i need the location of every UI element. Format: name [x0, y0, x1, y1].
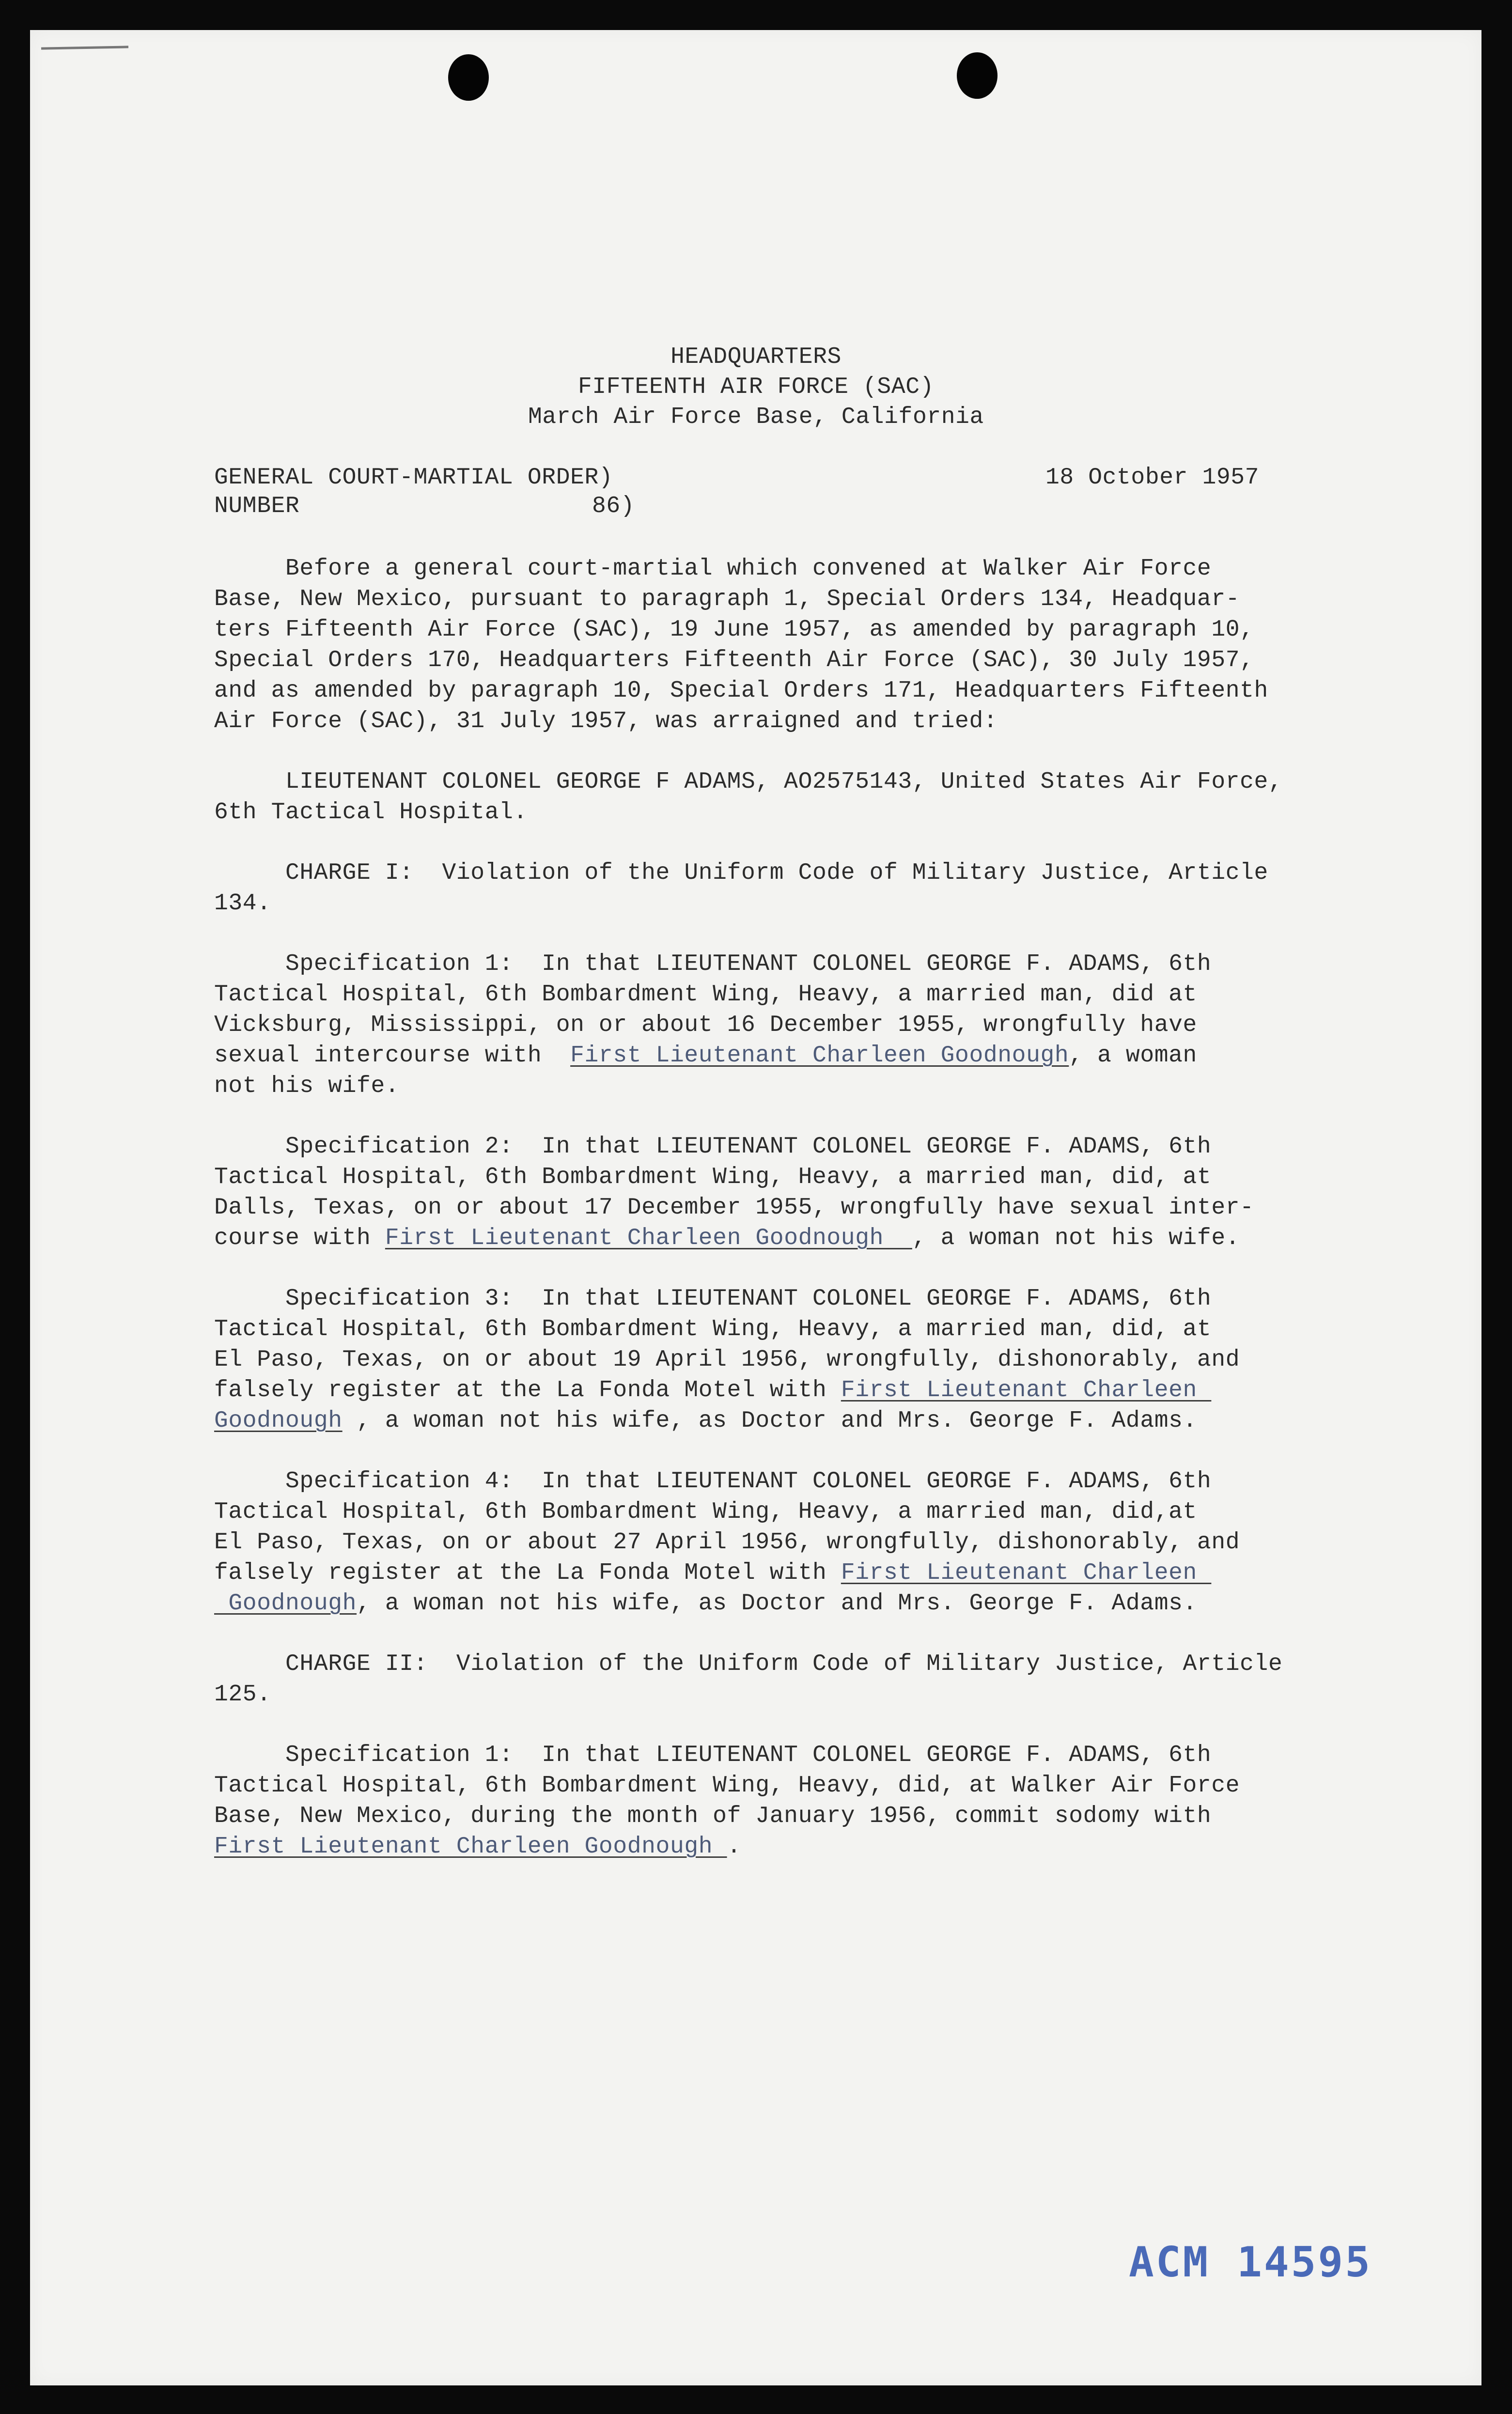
filled-name: First Lieutenant Charleen	[841, 1377, 1212, 1403]
filled-name: First Lieutenant Charleen	[841, 1560, 1212, 1586]
filled-name: First Lieutenant Charleen Goodnough	[214, 1834, 727, 1860]
spec-3-line-4-pre: falsely register at the La Fonda Motel with	[214, 1377, 841, 1403]
case-number-stamp: ACM 14595	[1129, 2238, 1372, 2287]
spec-5-line-3: Base, New Mexico, during the month of January 1956, commit sodomy with	[214, 1803, 1212, 1829]
spec-1-line-4-pre: sexual intercourse with	[214, 1043, 571, 1069]
header-line-1: HEADQUARTERS	[670, 344, 842, 370]
spec-2-line-3: Dalls, Texas, on or about 17 December 1955, wrongfully have sexual inter-	[214, 1195, 1254, 1221]
spec-2-line-4	[214, 1223, 1240, 1254]
filled-name: First Lieutenant Charleen Goodnough	[570, 1043, 1069, 1069]
order-number: 86)	[592, 493, 635, 519]
spec-3-line-2: Tactical Hospital, 6th Bombardment Wing, Heavy, a married man, did, at	[214, 1316, 1212, 1342]
spec-5-line-2: Tactical Hospital, 6th Bombardment Wing, Heavy, did, at Walker Air Force	[214, 1773, 1240, 1799]
spec-5-line-4-post: .	[727, 1834, 741, 1860]
spec-2-line-2: Tactical Hospital, 6th Bombardment Wing, Heavy, a married man, did, at	[214, 1164, 1212, 1190]
spec-2-line-1: Specification 2: In that LIEUTENANT COLONEL GEORGE F. ADAMS, 6th	[214, 1134, 1212, 1160]
spec-2-line-4-pre: course with	[214, 1225, 385, 1251]
spec-4-line-5-post: , a woman not his wife, as Doctor and Mrs. George F. Adams.	[357, 1590, 1197, 1617]
charge-2-line-2: 125.	[214, 1682, 271, 1708]
spec-3-line-3: El Paso, Texas, on or about 19 April 1956, wrongfully, dishonorably, and	[214, 1347, 1240, 1373]
spec-1-line-4	[214, 1041, 1197, 1071]
preamble-line-5: and as amended by paragraph 10, Special Orders 171, Headquarters Fifteenth	[214, 678, 1268, 704]
filled-name: First Lieutenant Charleen Goodnough	[385, 1225, 912, 1251]
preamble-line-6: Air Force (SAC), 31 July 1957, was arraigned and tried:	[214, 708, 998, 734]
preamble-line-1: Before a general court-martial which convened at Walker Air Force	[214, 556, 1212, 582]
preamble-line-3: ters Fifteenth Air Force (SAC), 19 June 1957, as amended by paragraph 10,	[214, 617, 1254, 643]
charge-1-line-1: CHARGE I: Violation of the Uniform Code of Military Justice, Article	[214, 860, 1268, 886]
preamble-line-2: Base, New Mexico, pursuant to paragraph 1, Special Orders 134, Headquar-	[214, 586, 1240, 612]
spec-1-line-2: Tactical Hospital, 6th Bombardment Wing, Heavy, a married man, did at	[214, 981, 1197, 1008]
punch-hole-left	[448, 54, 489, 101]
spec-4-line-1: Specification 4: In that LIEUTENANT COLONEL GEORGE F. ADAMS, 6th	[214, 1468, 1212, 1495]
accused-line-2: 6th Tactical Hospital.	[214, 799, 528, 825]
charge-1-line-2: 134.	[214, 890, 271, 917]
spec-4-line-2: Tactical Hospital, 6th Bombardment Wing, Heavy, a married man, did,at	[214, 1499, 1197, 1525]
spec-1-line-5: not his wife.	[214, 1073, 400, 1099]
order-label-line-1: GENERAL COURT-MARTIAL ORDER)	[214, 465, 613, 491]
filled-name: Goodnough	[214, 1590, 357, 1617]
order-label-line-2: NUMBER	[214, 493, 300, 519]
spec-2-line-4-post: , a woman not his wife.	[912, 1225, 1240, 1251]
preamble-line-4: Special Orders 170, Headquarters Fifteenth Air Force (SAC), 30 July 1957,	[214, 647, 1254, 673]
accused-line-1: LIEUTENANT COLONEL GEORGE F ADAMS, AO2575143, United States Air Force,	[214, 769, 1283, 795]
filled-name: Goodnough	[214, 1408, 343, 1434]
order-date: 18 October 1957	[1045, 465, 1260, 491]
spec-5-line-1: Specification 1: In that LIEUTENANT COLONEL GEORGE F. ADAMS, 6th	[214, 1742, 1212, 1768]
charge-2-line-1: CHARGE II: Violation of the Uniform Code of Military Justice, Article	[214, 1651, 1283, 1677]
spec-1-line-1: Specification 1: In that LIEUTENANT COLONEL GEORGE F. ADAMS, 6th	[214, 951, 1212, 977]
spec-5-line-4	[214, 1832, 741, 1862]
spec-3-line-5-post: , a woman not his wife, as Doctor and Mrs. George F. Adams.	[342, 1408, 1197, 1434]
spec-3-line-5	[214, 1406, 1197, 1436]
spec-1-line-3: Vicksburg, Mississippi, on or about 16 December 1955, wrongfully have	[214, 1012, 1197, 1038]
spec-1-line-4-post: , a woman	[1069, 1043, 1197, 1069]
header-line-2: FIFTEENTH AIR FORCE (SAC)	[577, 374, 935, 400]
header-line-3: March Air Force Base, California	[528, 404, 984, 430]
spec-4-line-5	[214, 1589, 1197, 1619]
spec-3-line-4	[214, 1375, 1211, 1406]
spec-3-line-1: Specification 3: In that LIEUTENANT COLONEL GEORGE F. ADAMS, 6th	[214, 1286, 1212, 1312]
spec-4-line-4	[214, 1558, 1211, 1589]
spec-4-line-4-pre: falsely register at the La Fonda Motel with	[214, 1560, 841, 1586]
spec-4-line-3: El Paso, Texas, on or about 27 April 1956, wrongfully, dishonorably, and	[214, 1529, 1240, 1556]
punch-hole-right	[957, 52, 998, 99]
